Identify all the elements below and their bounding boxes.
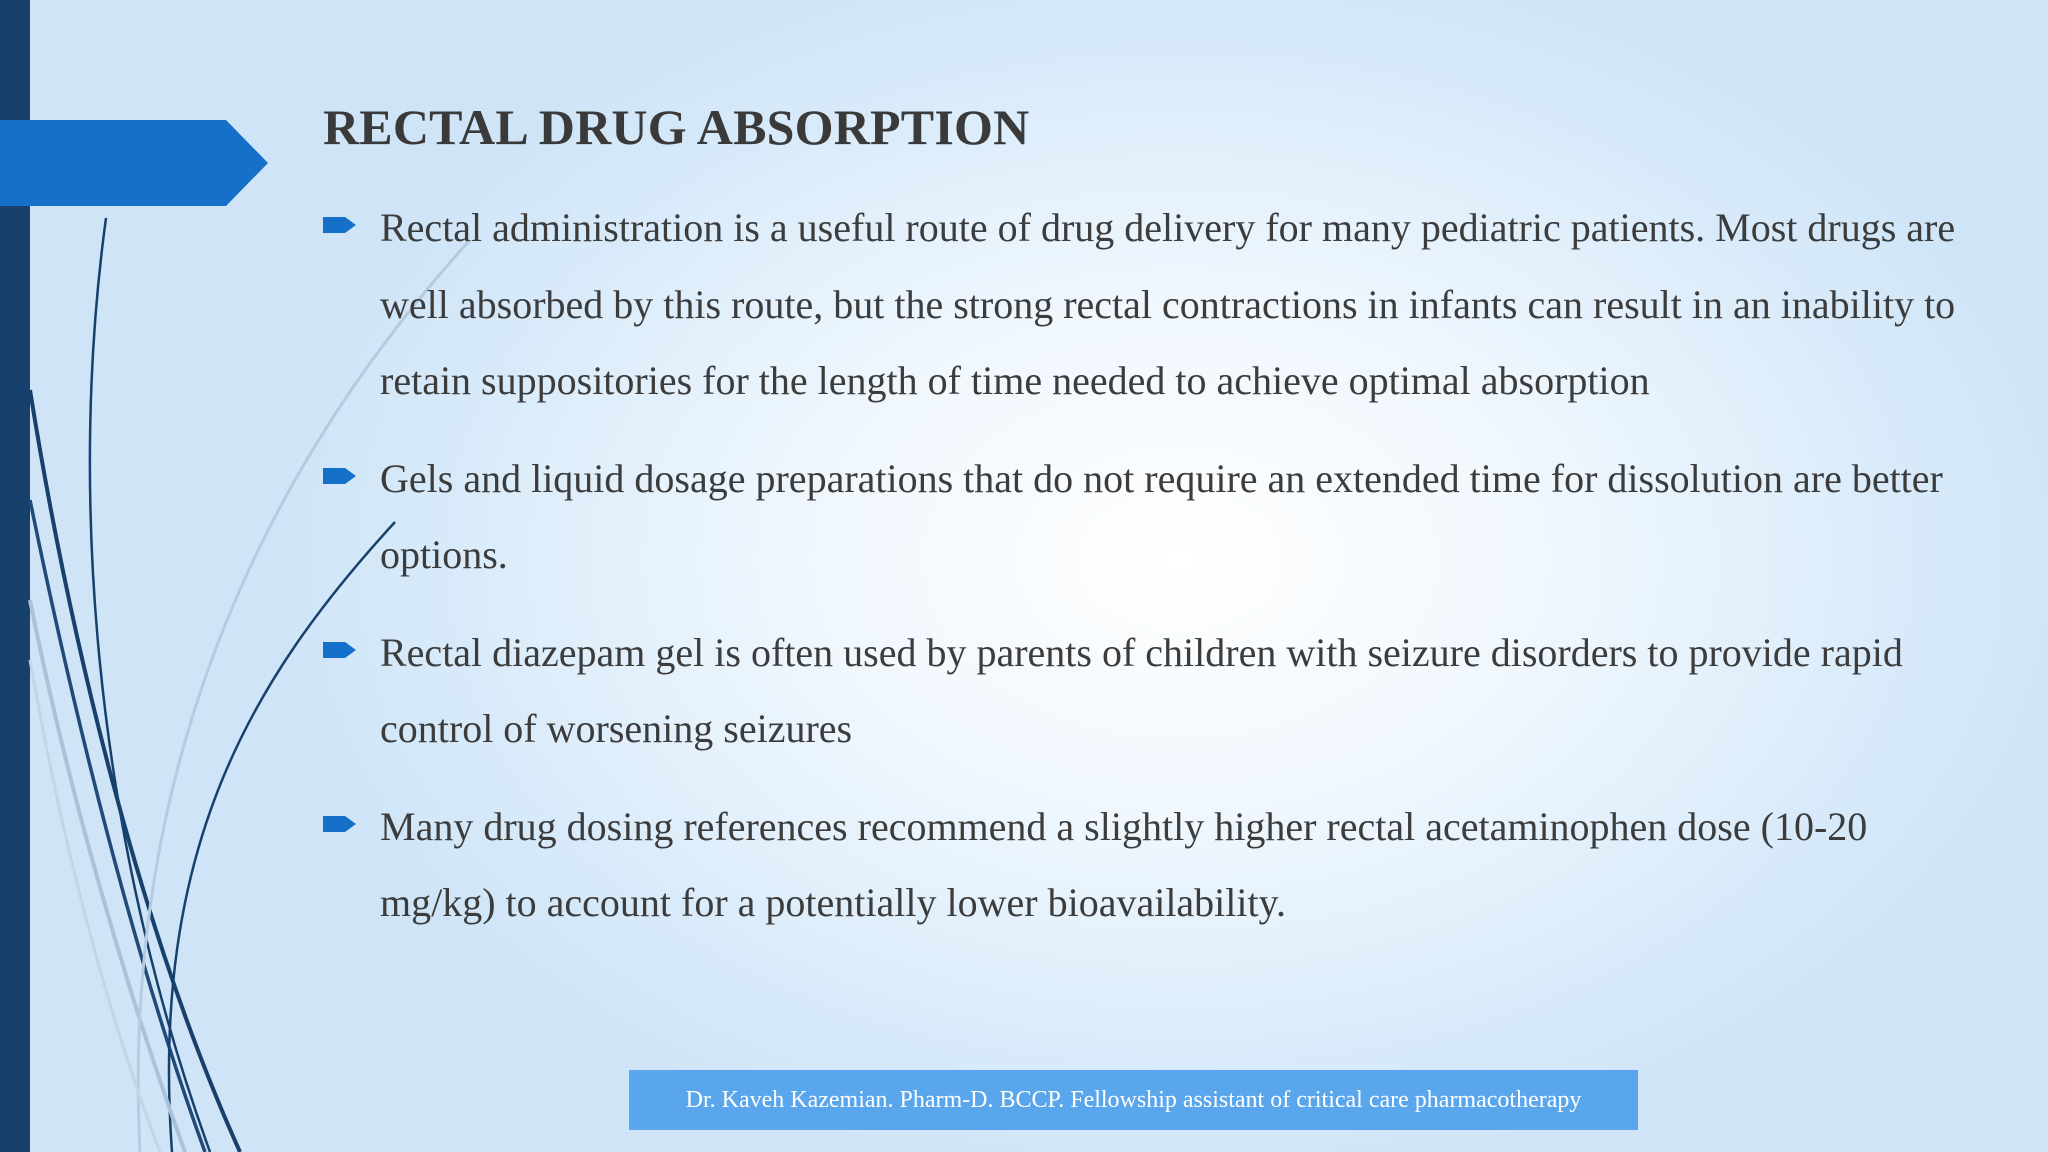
arrow-bullet-icon — [323, 813, 357, 835]
arrow-bullet-icon — [323, 639, 357, 661]
bullet-text: Rectal diazepam gel is often used by parents of children with seizure disorders to provide rapid control of worsening seizures — [380, 629, 1903, 751]
bullet-text: Rectal administration is a useful route of drug delivery for many pediatric patients. Most drugs are well absorbed by this route, but the strong rectal contractions in infants can result in an inability to retain suppositories for the length of time needed to achieve optimal absorption — [380, 205, 1956, 403]
footer-credit: Dr. Kaveh Kazemian. Pharm-D. BCCP. Fellowship assistant of critical care pharmacotherapy — [629, 1070, 1638, 1130]
arrow-bullet-icon — [323, 465, 357, 487]
slide-title: RECTAL DRUG ABSORPTION — [323, 99, 1030, 155]
bullet-text: Gels and liquid dosage preparations that do not require an extended time for dissolution are better options. — [380, 455, 1943, 577]
bullet-item — [323, 789, 1963, 942]
bullet-text: Many drug dosing references recommend a slightly higher rectal acetaminophen dose (10-20 mg/kg) to account for a potentially lower bioavailability. — [380, 803, 1868, 925]
bullet-item — [323, 441, 1963, 594]
arrow-bullet-icon — [323, 214, 357, 236]
bullet-item — [323, 615, 1963, 768]
bullet-list — [323, 190, 1963, 963]
title-arrow-tab — [0, 120, 270, 206]
bullet-item — [323, 190, 1963, 420]
